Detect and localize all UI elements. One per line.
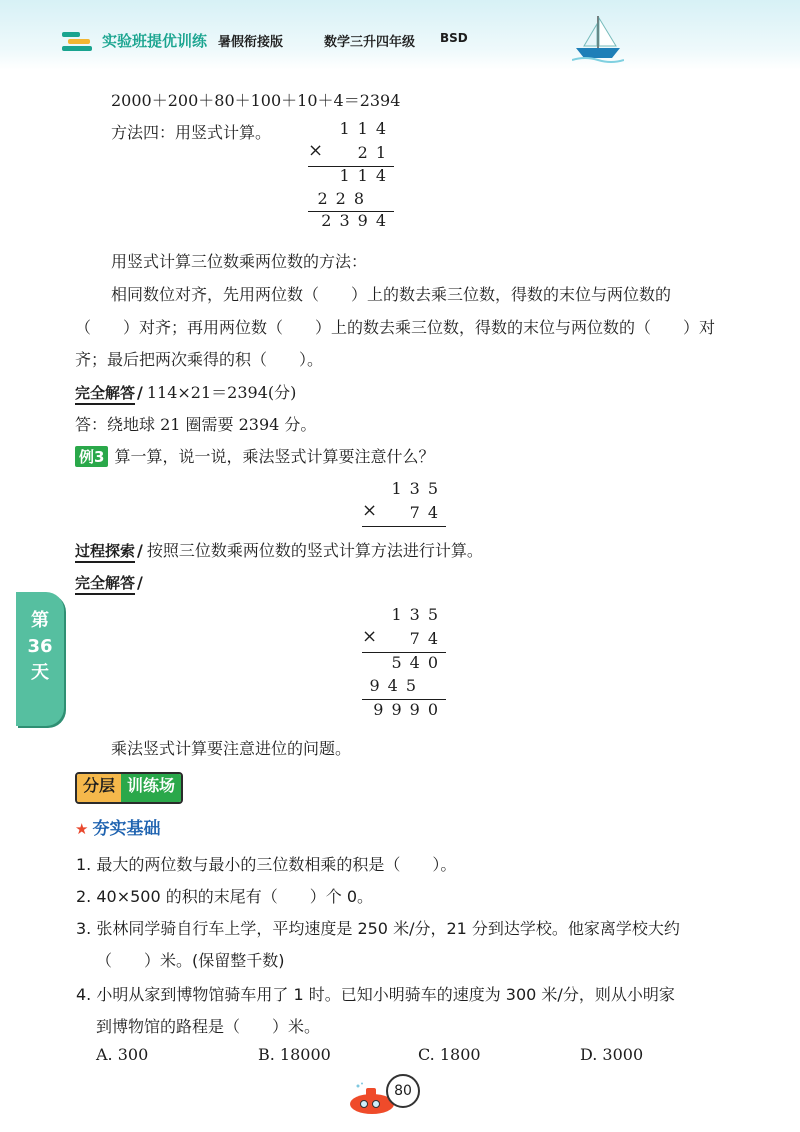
question-text: 最大的两位数与最小的三位数相乘的积是（ ）。 [96,855,457,874]
vertical-calc-1 [308,118,394,232]
edition-code: BSD [440,31,468,45]
page-header [62,24,622,56]
question-number: 2. [76,887,92,906]
solution-2: 完全解答 / [75,572,147,593]
example-badge: 例3 [75,446,108,467]
calc2-rule [362,526,446,527]
calc2-operator: × [362,500,378,521]
process-text: 按照三位数乘两位数的竖式计算方法进行计算。 [146,541,483,560]
option-b: B. 18000 [258,1045,331,1064]
training-part-2: 训练场 [121,774,181,802]
solution-2-label: 完全解答 [75,574,135,595]
star-icon: ★ [75,820,89,838]
question-text: 40×500 的积的末尾有（ ）个 0。 [96,887,374,906]
process-explore: 过程探索 / 按照三位数乘两位数的竖式计算方法进行计算。 [75,538,483,561]
option-c: C. 1800 [418,1045,481,1064]
solution-1-text: 114×21＝2394(分) [146,383,297,402]
example-3 [75,444,434,467]
rule-line-2: （ ）对齐；再用两位数（ ）上的数去乘三位数，得数的末位与两位数的（ ）对 [75,318,716,337]
training-banner [75,772,183,804]
calc3-result: 9990 [373,700,446,719]
solution-label: 完全解答 [75,384,135,405]
question-4-cont: 到博物馆的路程是（ ）米。 [96,1017,321,1036]
training-part-1: 分层 [77,774,121,802]
sailboat-icon [572,14,624,64]
calc1-operand1: 114 [339,119,394,138]
calc1-result: 2394 [321,211,394,230]
day-tab [16,592,64,726]
calc3-partial1: 540 [391,653,446,672]
series-title: 实验班提优训练 [102,32,208,50]
option-d: D. 3000 [580,1045,644,1064]
vertical-calc-2 [362,478,446,524]
question-number: 1. [76,855,92,874]
question-4 [76,982,675,1005]
example-3-text: 算一算，说一说，乘法竖式计算要注意什么？ [114,447,435,466]
question-2 [76,884,373,907]
solution-1: 完全解答 / 114×21＝2394(分) [75,380,296,403]
rule-line-1: 相同数位对齐，先用两位数（ ）上的数去乘三位数，得数的末位与两位数的 [111,285,672,304]
answer-1: 答：绕地球 21 圈需要 2394 分。 [75,415,317,434]
question-number: 3. [76,919,92,938]
method3-sum: 2000＋200＋80＋100＋10＋4＝2394 [111,91,401,110]
option-a: A. 300 [96,1045,149,1064]
calc3-operator: × [362,626,378,647]
section-heading [75,814,160,839]
rule-line-3: 齐；最后把两次乘得的积（ ）。 [75,350,324,369]
calc1-operand2: 21 [357,143,394,162]
question-1 [76,852,456,875]
vertical-calc-3 [362,604,446,720]
question-text: 小明从家到博物馆骑车用了 1 时。已知小明骑车的速度为 300 米/分，则从小明家 [96,985,675,1004]
question-3-cont: （ ）米。(保留整千数) [96,951,285,970]
process-label: 过程探索 [75,542,135,563]
calc3-operand2: 74 [409,629,446,648]
method4-label: 方法四：用竖式计算。 [111,123,272,142]
question-text: 张林同学骑自行车上学，平均速度是 250 米/分，21 分到达学校。他家离学校大约 [96,919,680,938]
calc1-operator: × [308,140,324,161]
section-title: 夯实基础 [92,819,161,839]
calc2-operand2: 74 [409,503,446,522]
calc1-partial2: 228 [317,189,372,208]
page-number: 80 [386,1074,420,1108]
calc3-partial2: 945 [369,676,424,695]
page-footer [344,1062,464,1122]
question-3 [76,916,680,939]
calc2-operand1: 135 [391,479,446,498]
rule-title: 用竖式计算三位数乘两位数的方法： [111,252,368,271]
logo-icon [62,30,96,52]
note: 乘法竖式计算要注意进位的问题。 [111,739,352,758]
edition-label: 暑假衔接版 [218,35,284,50]
day-tab-label: 第36天 [27,610,53,683]
calc3-operand1: 135 [391,605,446,624]
grade-label: 数学三升四年级 [324,35,416,50]
question-number: 4. [76,985,92,1004]
calc1-partial1: 114 [339,166,394,185]
